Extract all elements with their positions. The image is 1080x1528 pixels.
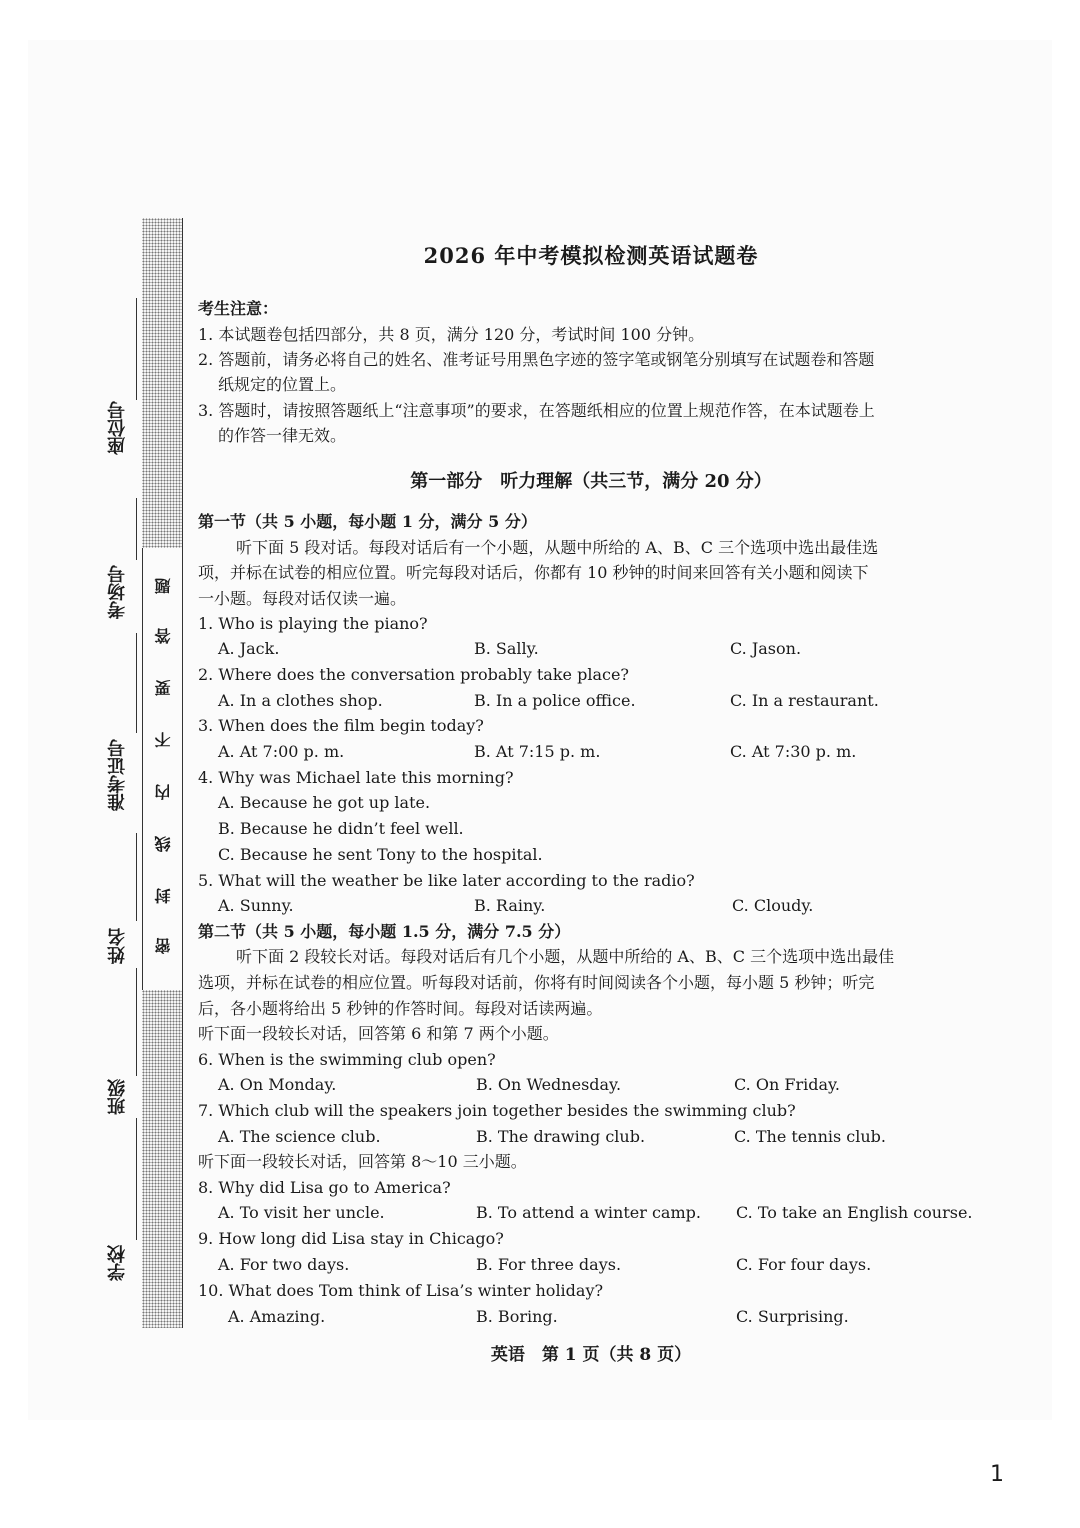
option-b: B. Rainy.: [474, 896, 546, 915]
option-a: A. On Monday.: [218, 1075, 337, 1094]
option-b: B. In a police office.: [474, 691, 636, 710]
margin-warning-char: 内: [154, 784, 173, 800]
option-c: C. On Friday.: [734, 1075, 840, 1094]
binding-hatch-bottom: [142, 990, 182, 1328]
option-a: A. For two days.: [218, 1255, 350, 1274]
binding-hatch-top: [142, 218, 182, 548]
seat-blank: [136, 298, 137, 400]
section1-instruction: 听下面 5 段对话。每段对话后有一个小题，从题中所给的 A、B、C 三个选项中选出最佳选: [236, 538, 879, 557]
seal-line: [142, 548, 143, 990]
question-stem: 3. When does the film begin today?: [198, 716, 484, 735]
class-blank: [136, 968, 137, 1076]
section2-instruction: 选项，并标在试卷的相应位置。听每段对话前，你将有时间阅读各个小题，每小题 5 秒钟；听完: [198, 973, 875, 992]
question-stem: 5. What will the weather be like later according to the radio?: [198, 871, 695, 890]
margin-warning-char: 题: [154, 578, 173, 594]
page-title: 2026 年中考模拟检测英语试题卷: [423, 243, 759, 268]
option-a: A. Sunny.: [218, 896, 294, 915]
section2-heading: 第二节（共 5 小题，每小题 1.5 分，满分 7.5 分）: [198, 922, 571, 941]
room-blank: [136, 498, 137, 560]
option-a: A. Jack.: [218, 639, 280, 658]
section2-instruction: 听下面 2 段较长对话。每段对话后有几个小题，从题中所给的 A、B、C 三个选项中选出最佳: [236, 947, 895, 966]
question-stem: 2. Where does the conversation probably take place?: [198, 665, 629, 684]
room-field: [108, 498, 138, 633]
option-b: B. Because he didn’t feel well.: [218, 819, 464, 838]
section1-heading: 第一节（共 5 小题，每小题 1 分，满分 5 分）: [198, 512, 537, 531]
notice-line: 3. 答题时，请按照答题纸上“注意事项”的要求，在答题纸相应的位置上规范作答，在本试题卷上: [198, 401, 875, 420]
school-field: [108, 1118, 138, 1288]
margin-warning-char: 要: [154, 680, 173, 696]
option-b: B. The drawing club.: [476, 1127, 646, 1146]
option-c: C. Jason.: [730, 639, 802, 658]
dialog-intro: 听下面一段较长对话，回答第 6 和第 7 两个小题。: [198, 1024, 559, 1043]
section2-instruction: 后，各小题将给出 5 秒钟的作答时间。每段对话读两遍。: [198, 999, 603, 1018]
option-c: C. Because he sent Tony to the hospital.: [218, 845, 543, 864]
class-field: [108, 968, 138, 1118]
notice-line: 2. 答题前，请务必将自己的姓名、准考证号用黑色字迹的签字笔或钢笔分别填写在试题卷和答题: [198, 350, 875, 369]
option-b: B. Sally.: [474, 639, 539, 658]
binding-line: [182, 218, 183, 1328]
class-label: 班级: [107, 1079, 128, 1115]
option-c: C. For four days.: [736, 1255, 872, 1274]
question-stem: 1. Who is playing the piano?: [198, 614, 428, 633]
option-b: B. At 7:15 p. m.: [474, 742, 601, 761]
option-c: C. In a restaurant.: [730, 691, 879, 710]
margin-warning-char: 封: [154, 888, 173, 904]
school-blank: [136, 1118, 137, 1240]
question-stem: 4. Why was Michael late this morning?: [198, 768, 514, 787]
option-c: C. At 7:30 p. m.: [730, 742, 857, 761]
ticket-field: [108, 633, 138, 833]
margin-warning-char: 密: [154, 938, 173, 954]
option-c: C. To take an English course.: [736, 1203, 973, 1222]
option-a: A. Because he got up late.: [218, 793, 431, 812]
question-stem: 7. Which club will the speakers join together besides the swimming club?: [198, 1101, 796, 1120]
option-a: A. In a clothes shop.: [218, 691, 383, 710]
option-b: B. To attend a winter camp.: [476, 1203, 701, 1222]
option-b: B. Boring.: [476, 1307, 558, 1326]
dialog-intro: 听下面一段较长对话，回答第 8～10 三小题。: [198, 1152, 527, 1171]
room-label: 考场号: [107, 565, 128, 619]
name-blank: [136, 833, 137, 921]
question-stem: 8. Why did Lisa go to America?: [198, 1178, 451, 1197]
page-number: 1: [990, 1462, 1004, 1487]
option-c: C. Surprising.: [736, 1307, 849, 1326]
notice-line: 1. 本试题卷包括四部分，共 8 页，满分 120 分，考试时间 100 分钟。: [198, 325, 705, 344]
question-stem: 9. How long did Lisa stay in Chicago?: [198, 1229, 504, 1248]
page-footer: 英语 第 1 页（共 8 页）: [490, 1345, 692, 1365]
name-field: [108, 833, 138, 968]
ticket-label: 准考证号: [107, 739, 128, 811]
option-c: C. The tennis club.: [734, 1127, 887, 1146]
question-stem: 10. What does Tom think of Lisa’s winter holiday?: [198, 1281, 604, 1300]
question-stem: 6. When is the swimming club open?: [198, 1050, 496, 1069]
seat-field: [108, 298, 138, 498]
notice-line: 的作答一律无效。: [218, 426, 347, 445]
option-a: A. The science club.: [218, 1127, 381, 1146]
option-c: C. Cloudy.: [732, 896, 814, 915]
option-b: B. For three days.: [476, 1255, 622, 1274]
name-label: 姓名: [107, 928, 128, 964]
option-a: A. Amazing.: [228, 1307, 326, 1326]
margin-warning-char: 不: [154, 732, 173, 748]
margin-warning-char: 线: [154, 836, 173, 852]
option-a: A. At 7:00 p. m.: [218, 742, 345, 761]
option-a: A. To visit her uncle.: [218, 1203, 385, 1222]
section1-instruction: 项，并标在试卷的相应位置。听完每段对话后，你都有 10 秒钟的时间来回答有关小题和阅读下: [198, 563, 869, 582]
notice-line: 纸规定的位置上。: [218, 375, 347, 394]
seat-label: 座位号: [107, 401, 128, 455]
notice-heading: 考生注意：: [198, 299, 279, 318]
school-label: 学校: [107, 1245, 128, 1281]
part1-title: 第一部分 听力理解（共三节，满分 20 分）: [410, 471, 772, 492]
option-b: B. On Wednesday.: [476, 1075, 622, 1094]
ticket-blank: [136, 633, 137, 733]
section1-instruction: 一小题。每段对话仅读一遍。: [198, 589, 407, 608]
margin-warning-char: 答: [154, 628, 173, 644]
